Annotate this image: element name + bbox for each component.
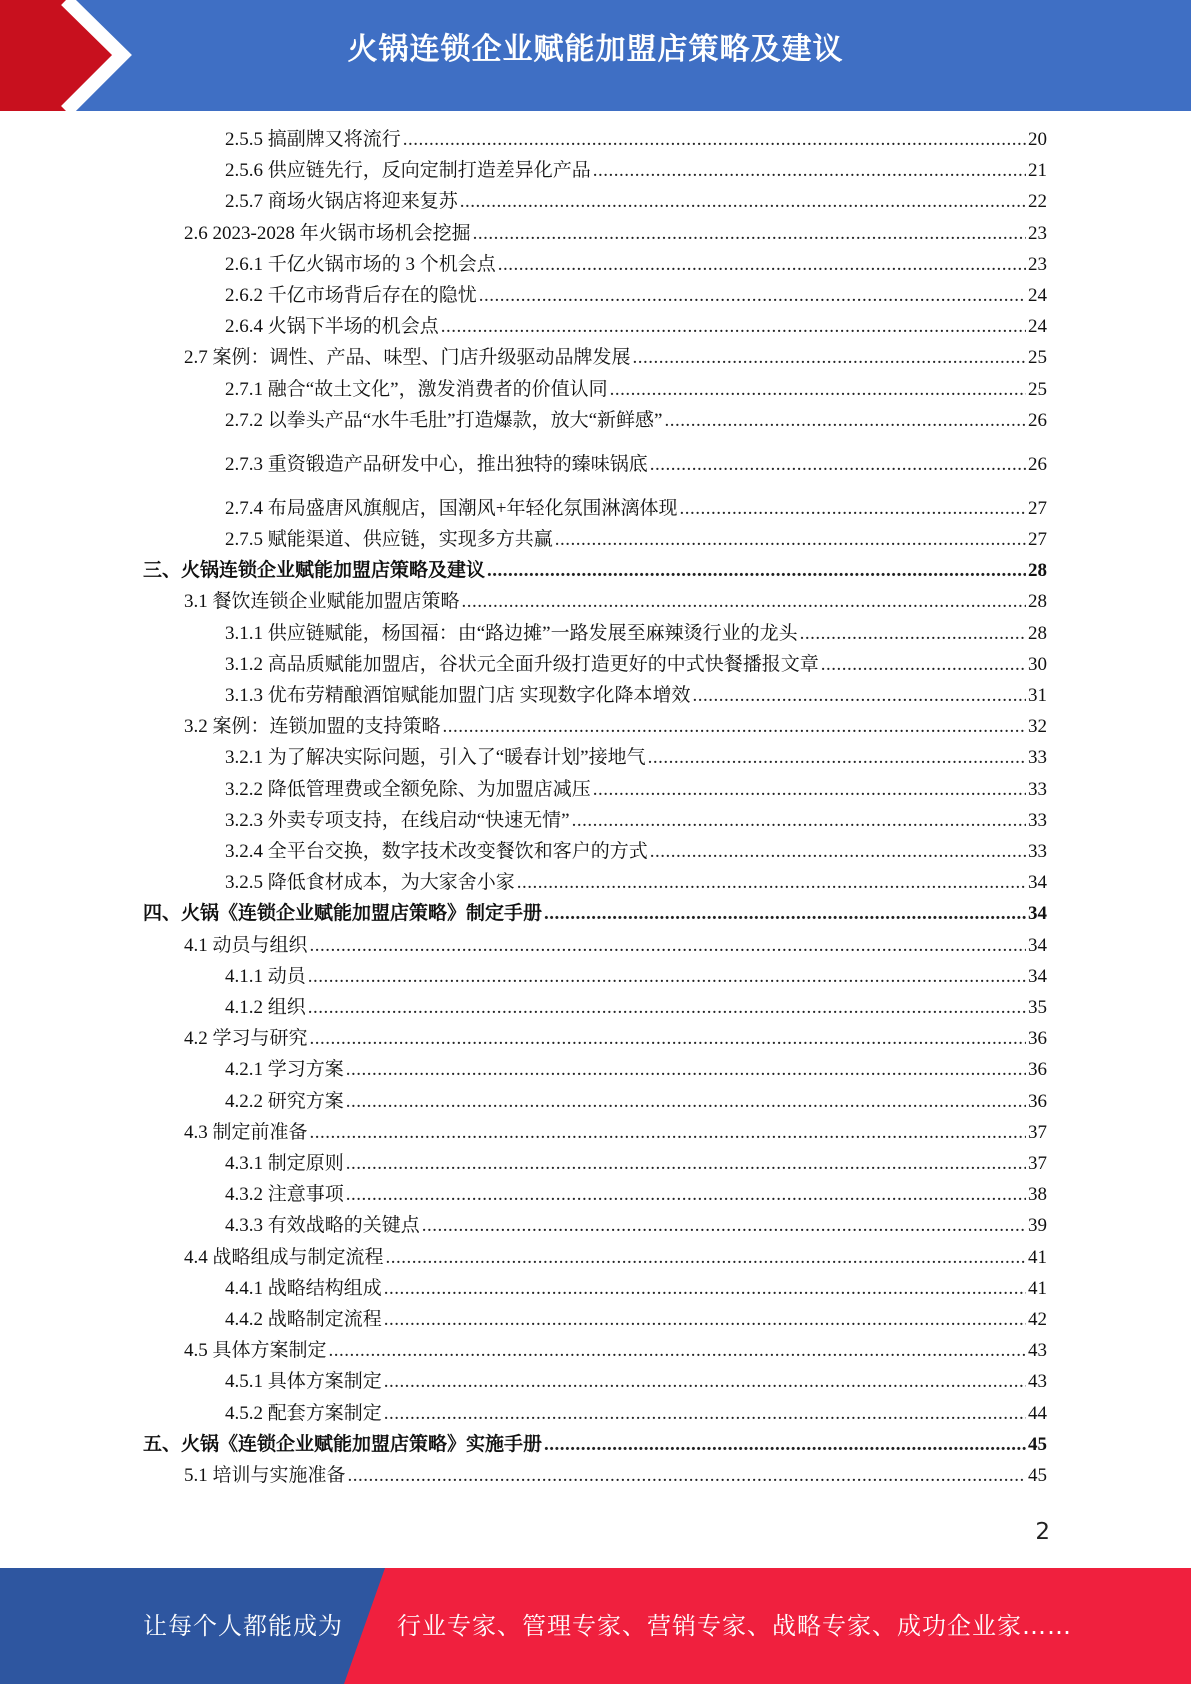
- toc-entry-title: 降低管理费或全额免除、为加盟店减压: [267, 778, 591, 800]
- toc-entry-page: 45: [1028, 1433, 1047, 1455]
- toc-dot-leader: [555, 527, 1026, 553]
- toc-dot-leader: [346, 1151, 1026, 1177]
- footer-slogan-left: 让每个人都能成为: [143, 1612, 343, 1640]
- toc-dot-leader: [517, 870, 1026, 896]
- toc-entry-title: 学习方案: [267, 1059, 344, 1081]
- toc-entry-title: 火锅下半场的机会点: [267, 316, 439, 338]
- toc-entry[interactable]: [143, 558, 1047, 584]
- toc-entry[interactable]: [225, 1057, 1047, 1083]
- toc-entry-title: 降低食材成本，为大家舍小家: [267, 872, 515, 894]
- toc-dot-leader: [422, 1213, 1026, 1239]
- toc-entry[interactable]: [225, 127, 1047, 153]
- toc-entry-title: 火锅《连锁企业赋能加盟店策略》制定手册: [181, 903, 543, 925]
- toc-entry-number: 3.2.2: [225, 778, 263, 800]
- toc-entry-page: 26: [1028, 453, 1047, 475]
- toc-dot-leader: [473, 221, 1026, 247]
- toc-entry-title: 优布劳精酿酒馆赋能加盟门店 实现数字化降本增效: [267, 685, 691, 706]
- toc-entry-title: 商场火锅店将迎来复苏: [267, 191, 458, 213]
- toc-entry[interactable]: [225, 189, 1047, 215]
- toc-entry[interactable]: [143, 1432, 1047, 1458]
- toc-entry-page: 33: [1028, 809, 1047, 831]
- toc-entry[interactable]: [225, 683, 1047, 709]
- toc-entry-number: 4.5: [184, 1340, 208, 1362]
- toc-entry-title: 动员与组织: [212, 934, 308, 956]
- toc-entry-title: 具体方案制定: [267, 1371, 382, 1393]
- toc-entry-page: 34: [1028, 872, 1047, 894]
- toc-entry[interactable]: [225, 283, 1047, 309]
- toc-entry[interactable]: [225, 995, 1047, 1021]
- toc-dot-leader: [679, 496, 1026, 522]
- toc-dot-leader: [479, 283, 1026, 309]
- toc-entry-page: 42: [1028, 1309, 1047, 1330]
- toc-dot-leader: [346, 1057, 1026, 1083]
- toc-dot-leader: [572, 808, 1026, 834]
- page-header: [0, 0, 1191, 111]
- toc-entry[interactable]: [225, 777, 1047, 803]
- toc-entry-page: 44: [1028, 1402, 1047, 1424]
- page-number: 2: [1035, 1519, 1050, 1545]
- toc-dot-leader: [403, 127, 1026, 153]
- toc-entry-page: 41: [1028, 1277, 1047, 1299]
- toc-entry-number: 4.4.2: [225, 1309, 263, 1330]
- toc-entry-number: 4.1: [184, 934, 208, 956]
- toc-dot-leader: [346, 1182, 1026, 1208]
- toc-entry-title: 案例：连锁加盟的支持策略: [212, 716, 441, 738]
- toc-entry-number: 2.5.5: [225, 129, 263, 150]
- toc-dot-leader: [308, 995, 1026, 1021]
- toc-entry-title: 案例：调性、产品、味型、门店升级驱动品牌发展: [212, 347, 631, 369]
- toc-dot-leader: [462, 589, 1026, 615]
- toc-entry-page: 34: [1028, 903, 1047, 925]
- toc-entry-title: 供应链先行，反向定制打造差异化产品: [267, 160, 591, 182]
- toc-entry-page: 45: [1028, 1465, 1047, 1486]
- toc-entry-page: 24: [1028, 316, 1047, 338]
- toc-entry-number: 4.3: [184, 1121, 208, 1143]
- toc-dot-leader: [664, 408, 1026, 434]
- toc-dot-leader: [593, 158, 1026, 184]
- toc-entry-number: 3.2: [184, 716, 208, 738]
- toc-entry-number: 3.2.4: [225, 841, 263, 862]
- toc-entry[interactable]: [225, 314, 1047, 340]
- toc-entry-title: 注意事项: [267, 1184, 344, 1206]
- toc-dot-leader: [384, 1401, 1026, 1427]
- toc-entry-page: 23: [1028, 222, 1047, 244]
- toc-entry-page: 36: [1028, 1059, 1047, 1081]
- toc-entry-page: 34: [1028, 965, 1047, 987]
- toc-entry-title: 千亿火锅市场的 3 个机会点: [267, 253, 496, 275]
- toc-entry[interactable]: [143, 901, 1047, 927]
- toc-dot-leader: [441, 314, 1026, 340]
- toc-dot-leader: [544, 1432, 1026, 1458]
- toc-entry-number: 2.7.4: [225, 497, 263, 519]
- toc-entry[interactable]: [225, 652, 1047, 678]
- toc-dot-leader: [310, 1026, 1026, 1052]
- toc-entry-title: 供应链赋能，杨国福：由“路边摊”一路发展至麻辣烫行业的龙头: [267, 622, 798, 644]
- toc-entry[interactable]: [184, 589, 1047, 615]
- toc-entry-title: 具体方案制定: [212, 1340, 327, 1362]
- toc-entry-title: 为了解决实际问题，引入了“暖春计划”接地气: [267, 747, 646, 769]
- toc-entry-title: 千亿市场背后存在的隐忧: [267, 285, 477, 306]
- toc-entry[interactable]: [225, 1401, 1047, 1427]
- toc-entry-title: 搞副牌又将流行: [267, 129, 401, 150]
- toc-entry-number: 4.3.2: [225, 1184, 263, 1206]
- toc-entry-title: 配套方案制定: [267, 1402, 382, 1424]
- toc-entry-number: 3.2.1: [225, 747, 263, 769]
- toc-entry[interactable]: [225, 1369, 1047, 1395]
- toc-entry-title: 动员: [267, 965, 306, 987]
- toc-dot-leader: [487, 558, 1026, 584]
- toc-entry-number: 4.3.3: [225, 1215, 263, 1237]
- toc-entry[interactable]: [225, 1182, 1047, 1208]
- toc-entry[interactable]: [225, 808, 1047, 834]
- toc-entry[interactable]: [225, 1151, 1047, 1177]
- toc-entry-title: 战略制定流程: [267, 1309, 382, 1330]
- toc-entry-title: 赋能渠道、供应链，实现多方共赢: [267, 529, 553, 550]
- toc-entry-page: 31: [1028, 685, 1047, 706]
- toc-entry-title: 战略组成与制定流程: [212, 1246, 384, 1268]
- page-footer: [0, 1568, 1191, 1684]
- toc-entry-title: 以拳头产品“水牛毛肚”打造爆款，放大“新鲜感”: [267, 409, 663, 431]
- toc-entry-number: 5.1: [184, 1465, 208, 1486]
- toc-entry-title: 组织: [267, 997, 306, 1018]
- toc-entry-title: 餐饮连锁企业赋能加盟店策略: [212, 591, 460, 613]
- toc-dot-leader: [310, 1120, 1026, 1146]
- toc-entry[interactable]: [225, 377, 1047, 403]
- toc-entry-number: 4.2.2: [225, 1090, 263, 1112]
- toc-entry-page: 43: [1028, 1340, 1047, 1362]
- toc-entry-title: 融合“故土文化”，激发消费者的价值认同: [267, 378, 608, 400]
- toc-dot-leader: [498, 252, 1026, 278]
- toc-entry-number: 4.1.1: [225, 965, 263, 987]
- toc-entry-number: 2.6: [184, 222, 208, 244]
- toc-dot-leader: [593, 777, 1026, 803]
- toc-entry[interactable]: [225, 252, 1047, 278]
- toc-entry-number: 2.5.7: [225, 191, 263, 213]
- toc-entry-page: 24: [1028, 285, 1047, 306]
- toc-entry-page: 27: [1028, 529, 1047, 550]
- toc-entry-number: 三、: [143, 560, 182, 582]
- toc-entry[interactable]: [184, 1463, 1047, 1489]
- toc-entry-page: 25: [1028, 347, 1047, 369]
- toc-entry-title: 外卖专项支持，在线启动“快速无情”: [267, 809, 570, 831]
- toc-entry-title: 培训与实施准备: [212, 1465, 346, 1486]
- toc-dot-leader: [544, 901, 1026, 927]
- toc-entry-number: 4.5.1: [225, 1371, 263, 1393]
- toc-entry-page: 43: [1028, 1371, 1047, 1393]
- toc-entry-number: 四、: [143, 903, 182, 925]
- toc-entry[interactable]: [184, 345, 1047, 371]
- toc-entry[interactable]: [225, 1276, 1047, 1302]
- toc-dot-leader: [308, 964, 1026, 990]
- toc-entry-page: 37: [1028, 1153, 1047, 1174]
- toc-entry[interactable]: [225, 870, 1047, 896]
- toc-entry[interactable]: [225, 158, 1047, 184]
- toc-entry-page: 41: [1028, 1246, 1047, 1268]
- toc-entry-page: 30: [1028, 653, 1047, 675]
- toc-entry-number: 3.1: [184, 591, 208, 613]
- toc-dot-leader: [443, 714, 1026, 740]
- footer-slogan-right: 行业专家、管理专家、营销专家、战略专家、成功企业家……: [397, 1612, 1072, 1640]
- toc-entry[interactable]: [184, 1120, 1047, 1146]
- toc-dot-leader: [821, 652, 1026, 678]
- toc-entry[interactable]: [225, 964, 1047, 990]
- toc-entry-number: 2.7.5: [225, 529, 263, 550]
- toc-entry-title: 火锅连锁企业赋能加盟店策略及建议: [181, 560, 486, 582]
- toc-entry-page: 32: [1028, 716, 1047, 738]
- toc-entry-number: 五、: [143, 1433, 182, 1455]
- toc-entry[interactable]: [225, 527, 1047, 553]
- toc-dot-leader: [633, 345, 1026, 371]
- toc-dot-leader: [384, 1369, 1026, 1395]
- toc-entry-number: 2.6.1: [225, 253, 263, 275]
- toc-dot-leader: [610, 377, 1026, 403]
- toc-entry-page: 20: [1028, 129, 1047, 150]
- toc-entry[interactable]: [184, 933, 1047, 959]
- toc-entry-page: 27: [1028, 497, 1047, 519]
- toc-entry-number: 4.2.1: [225, 1059, 263, 1081]
- toc-entry[interactable]: [225, 496, 1047, 522]
- toc-entry-number: 3.2.5: [225, 872, 263, 894]
- toc-entry[interactable]: [225, 452, 1047, 478]
- toc-dot-leader: [650, 839, 1026, 865]
- toc-entry-title: 布局盛唐风旗舰店，国潮风+年轻化氛围淋漓体现: [267, 497, 678, 519]
- toc-entry-number: 4.5.2: [225, 1402, 263, 1424]
- toc-entry-page: 38: [1028, 1184, 1047, 1206]
- toc-dot-leader: [384, 1276, 1026, 1302]
- toc-entry-number: 4.1.2: [225, 997, 263, 1018]
- toc-entry-page: 36: [1028, 1090, 1047, 1112]
- toc-entry-page: 21: [1028, 160, 1047, 182]
- toc-entry-page: 33: [1028, 841, 1047, 862]
- toc-dot-leader: [329, 1338, 1026, 1364]
- toc-entry-title: 高品质赋能加盟店，谷状元全面升级打造更好的中式快餐播报文章: [267, 653, 819, 675]
- toc-dot-leader: [384, 1307, 1026, 1333]
- toc-entry-number: 2.7.2: [225, 409, 263, 431]
- toc-entry[interactable]: [184, 1338, 1047, 1364]
- toc-entry-page: 26: [1028, 409, 1047, 431]
- toc-entry-number: 2.7.3: [225, 453, 263, 475]
- toc-entry-page: 28: [1028, 591, 1047, 613]
- toc-entry-page: 28: [1028, 622, 1047, 644]
- toc-entry-page: 36: [1028, 1028, 1047, 1050]
- toc-entry-page: 33: [1028, 747, 1047, 769]
- toc-entry-title: 研究方案: [267, 1090, 344, 1112]
- toc-entry[interactable]: [184, 1026, 1047, 1052]
- toc-entry-page: 22: [1028, 191, 1047, 213]
- toc-entry-number: 4.3.1: [225, 1153, 263, 1174]
- toc-entry[interactable]: [225, 1307, 1047, 1333]
- toc-entry[interactable]: [184, 1245, 1047, 1271]
- toc-entry-page: 33: [1028, 778, 1047, 800]
- toc-entry-title: 学习与研究: [212, 1028, 308, 1050]
- toc-entry-page: 25: [1028, 378, 1047, 400]
- toc-entry-number: 4.4.1: [225, 1277, 263, 1299]
- toc-dot-leader: [310, 933, 1026, 959]
- toc-entry-number: 2.6.2: [225, 285, 263, 306]
- toc-entry-page: 23: [1028, 253, 1047, 275]
- toc-entry-page: 28: [1028, 560, 1047, 582]
- toc-entry-number: 3.1.2: [225, 653, 263, 675]
- toc-entry[interactable]: [225, 621, 1047, 647]
- toc-entry-number: 3.1.3: [225, 685, 263, 706]
- toc-dot-leader: [460, 189, 1026, 215]
- toc-entry-title: 有效战略的关键点: [267, 1215, 420, 1237]
- toc-entry-title: 制定原则: [267, 1153, 344, 1174]
- document-title: 火锅连锁企业赋能加盟店策略及建议: [347, 32, 844, 67]
- toc-entry-page: 35: [1028, 997, 1047, 1018]
- toc-dot-leader: [800, 621, 1026, 647]
- toc-entry[interactable]: [184, 714, 1047, 740]
- toc-dot-leader: [348, 1463, 1026, 1489]
- toc-entry[interactable]: [225, 408, 1047, 434]
- toc-entry-title: 全平台交换，数字技术改变餐饮和客户的方式: [267, 841, 648, 862]
- toc-entry-page: 37: [1028, 1121, 1047, 1143]
- toc-entry-title: 制定前准备: [212, 1121, 308, 1143]
- toc-entry-number: 4.2: [184, 1028, 208, 1050]
- toc-dot-leader: [386, 1245, 1026, 1271]
- toc-entry-number: 2.7: [184, 347, 208, 369]
- toc-entry-title: 重资锻造产品研发中心，推出独特的臻味锅底: [267, 453, 648, 475]
- toc-dot-leader: [346, 1089, 1026, 1115]
- toc-entry-page: 39: [1028, 1215, 1047, 1237]
- toc-entry-number: 3.2.3: [225, 809, 263, 831]
- toc-entry[interactable]: [225, 1089, 1047, 1115]
- toc-entry[interactable]: [225, 839, 1047, 865]
- toc-entry-page: 34: [1028, 934, 1047, 956]
- toc-entry[interactable]: [225, 745, 1047, 771]
- toc-entry[interactable]: [225, 1213, 1047, 1239]
- toc-dot-leader: [693, 683, 1026, 709]
- toc-entry-number: 3.1.1: [225, 622, 263, 644]
- toc-entry-number: 2.7.1: [225, 378, 263, 400]
- toc-entry-title: 2023-2028 年火锅市场机会挖掘: [212, 222, 471, 244]
- toc-entry-number: 2.6.4: [225, 316, 263, 338]
- toc-entry-title: 战略结构组成: [267, 1277, 382, 1299]
- toc-entry-number: 4.4: [184, 1246, 208, 1268]
- toc-entry-number: 2.5.6: [225, 160, 263, 182]
- toc-entry-title: 火锅《连锁企业赋能加盟店策略》实施手册: [181, 1433, 543, 1455]
- toc-entry[interactable]: [184, 221, 1047, 247]
- toc-dot-leader: [650, 452, 1026, 478]
- toc-dot-leader: [648, 745, 1026, 771]
